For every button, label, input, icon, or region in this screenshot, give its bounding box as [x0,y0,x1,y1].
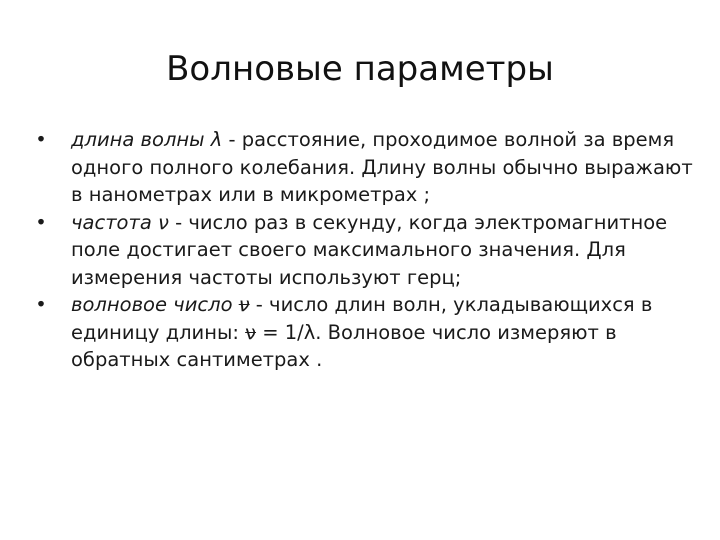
bullet-item-frequency [34,209,696,292]
slide-title: Волновые параметры [166,49,554,89]
wavenumber-symbol: ν [238,293,250,316]
definition-wavelength: - расстояние, проходимое волной за время одного полного колебания. Длину волны обычно выражают в нанометрах или в микрометрах ; [71,128,693,206]
bullet-marker: • [35,293,47,316]
wavenumber-formula-symbol: ν [245,320,257,344]
bullet-item-wavelength [34,126,696,209]
term-wavelength: длина волны λ [71,128,223,151]
term-wavenumber: волновое число [71,293,239,316]
bullet-item-wavenumber [34,291,696,374]
definition-wavenumber-part2: = 1/λ. Волновое число измеряют в обратных сантиметрах . [71,320,617,371]
bullet-marker: • [35,210,47,234]
term-frequency: частота ν [71,210,169,234]
bullet-list [34,126,696,374]
definition-wavenumber-part1: - число длин волн, укладывающихся в единицу длины: [71,293,653,344]
bullet-marker: • [35,128,47,151]
definition-frequency: - число раз в секунду, когда электромагнитное поле достигает своего максимального значения. Для измерения частоты используют герц; [71,210,668,289]
